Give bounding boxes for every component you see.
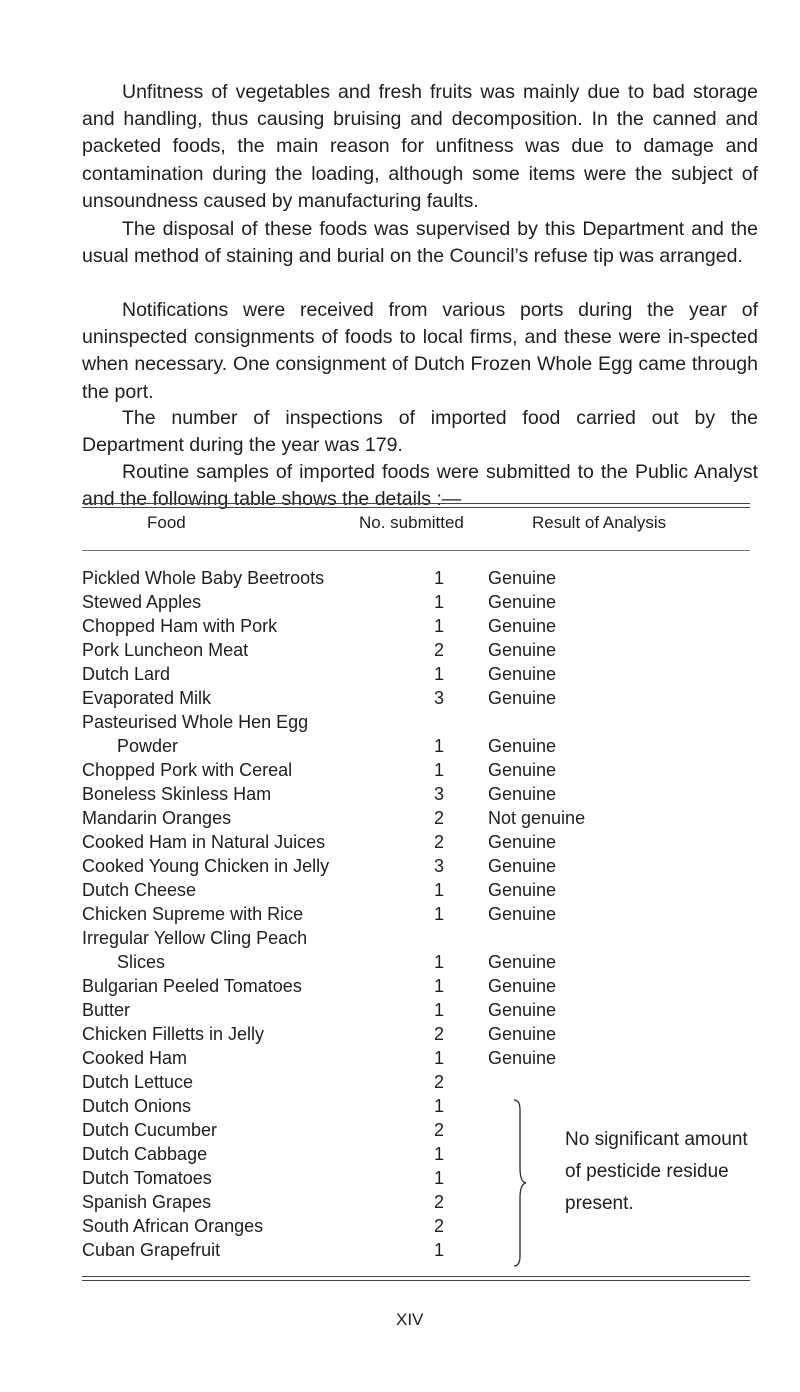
table-row [82,782,762,806]
number-submitted: 2 [434,1120,445,1140]
number-submitted: 1 [434,568,445,588]
number-submitted: 1 [434,1144,445,1164]
food-name [82,1238,432,1262]
analysis-result: Genuine [488,616,557,636]
table-row [82,1046,762,1070]
table-row [82,638,762,662]
table-row [82,1094,762,1118]
table-row [82,998,762,1022]
number-submitted: 1 [434,1168,445,1188]
table-row [82,830,762,854]
pesticide-note [565,1124,748,1220]
food-name-text: Dutch Lard [82,664,171,684]
food-name [82,998,432,1022]
group-brace-icon [512,1098,530,1268]
food-name-text: Evaporated Milk [82,688,212,708]
number-submitted: 3 [434,688,445,708]
number-submitted: 2 [434,808,445,828]
number-submitted: 2 [434,1024,445,1044]
analysis-result: Genuine [488,976,557,996]
table-top-rule-inner [82,507,750,508]
food-name-text: South African Oranges [82,1216,264,1236]
food-name-text: Stewed Apples [82,592,202,612]
analysis-result: Genuine [488,784,557,804]
analysis-result: Genuine [488,856,557,876]
food-name [82,1094,432,1118]
table-row [82,686,762,710]
paragraph-disposal: The disposal of these foods was supervised by this Department and the usual method of staining and burial on the Council’s refuse tip was arranged. [82,218,758,268]
table-row [82,662,762,686]
food-name [82,1046,432,1070]
food-name [82,974,432,998]
analysis-result: Genuine [488,664,557,684]
food-name-text: Pickled Whole Baby Beetroots [82,568,325,588]
food-name-text: Boneless Skinless Ham [82,784,272,804]
food-name-text: Cooked Ham [82,1048,188,1068]
food-name [82,710,432,758]
food-name [82,1070,432,1094]
number-submitted: 1 [434,1096,445,1116]
food-name [82,1022,432,1046]
analysis-result: Genuine [488,904,557,924]
food-name [82,590,432,614]
analysis-result: Genuine [488,1024,557,1044]
number-submitted: 1 [434,904,445,924]
table-row [82,1070,762,1094]
analysis-result: Genuine [488,640,557,660]
paragraph-inspections: The number of inspections of imported food carried out by the Department during the year was 179. [82,407,758,457]
pesticide-note-line: present. [565,1193,634,1214]
food-name [82,830,432,854]
table-row [82,926,762,974]
number-submitted: 1 [434,880,445,900]
food-name-text: Pasteurised Whole Hen Egg [82,712,309,732]
table-row [82,806,762,830]
pesticide-note-line: No significant amount [565,1129,748,1150]
number-submitted: 1 [434,592,445,612]
food-name-text: Chopped Pork with Cereal [82,760,293,780]
food-name [82,878,432,902]
food-name [82,662,432,686]
analysis-result: Genuine [488,568,557,588]
page-number: XIV [396,1310,424,1329]
food-name [82,926,432,974]
table-bottom-rule-inner [82,1280,750,1281]
food-name [82,758,432,782]
header-rule [82,550,750,551]
number-submitted: 2 [434,640,445,660]
paragraph-notifications: Notifications were received from various ports during the year of uninspected consignments of foods to local firms, and these were in-spected when necessary. One consignment of Dutch Frozen Whole Egg came through the port. [82,299,758,403]
table-row [82,974,762,998]
table-row [82,590,762,614]
header-no-submitted: No. submitted [359,513,464,532]
number-submitted: 2 [434,1072,445,1092]
table-bottom-rule [82,1276,750,1277]
number-submitted: 2 [434,1192,445,1212]
number-submitted: 3 [434,784,445,804]
food-name-text: Dutch Tomatoes [82,1168,212,1188]
table-row [82,710,762,758]
table-row [82,902,762,926]
food-name-text: Irregular Yellow Cling Peach [82,928,308,948]
number-submitted: 1 [434,976,445,996]
number-submitted: 1 [434,760,445,780]
analysis-result: Genuine [488,760,557,780]
analysis-result: Genuine [488,592,557,612]
food-name-text: Chopped Ham with Pork [82,616,278,636]
food-name-text: Dutch Cucumber [82,1120,218,1140]
header-result: Result of Analysis [532,513,667,532]
number-submitted: 1 [434,664,445,684]
table-row [82,854,762,878]
food-name [82,1118,432,1142]
paragraph-unfitness: Unfitness of vegetables and fresh fruits was mainly due to bad storage and handling, thus causing bruising and decomposition. In the canned and packeted foods, the main reason for unfitness was due to damage and contamination during the loading, although some items were the subject of unsoundness caused by manufacturing faults. [82,81,758,212]
food-name-text: Chicken Filletts in Jelly [82,1024,265,1044]
table-row [82,1238,762,1262]
food-name-text: Pork Luncheon Meat [82,640,249,660]
analysis-result: Genuine [488,832,557,852]
food-name [82,782,432,806]
food-name [82,854,432,878]
food-name-text: Dutch Cheese [82,880,197,900]
food-name [82,1142,432,1166]
number-submitted: 2 [434,832,445,852]
number-submitted: 2 [434,1216,445,1236]
analysis-result: Genuine [488,688,557,708]
table-row [82,566,762,590]
header-food: Food [147,513,186,532]
food-name [82,638,432,662]
analysis-result: Genuine [488,1000,557,1020]
food-name-text: Dutch Lettuce [82,1072,194,1092]
number-submitted: 1 [434,736,445,756]
food-name-text: Dutch Onions [82,1096,192,1116]
analysis-result: Not genuine [488,808,586,828]
number-submitted: 3 [434,856,445,876]
analysis-result: Genuine [488,736,557,756]
food-name-continuation: Slices [117,952,166,972]
food-name-text: Cuban Grapefruit [82,1240,221,1260]
number-submitted: 1 [434,1000,445,1020]
table-row [82,614,762,638]
food-name [82,1214,432,1238]
food-name-text: Mandarin Oranges [82,808,232,828]
food-name-text: Butter [82,1000,131,1020]
food-name-text: Dutch Cabbage [82,1144,208,1164]
food-name [82,1190,432,1214]
table-row [82,758,762,782]
paragraph-samples: Routine samples of imported foods were submitted to the Public Analyst and the following table shows the details :— [82,461,758,511]
food-name [82,566,432,590]
table-row [82,878,762,902]
analysis-result: Genuine [488,952,557,972]
food-name-text: Chicken Supreme with Rice [82,904,304,924]
food-name-text: Cooked Ham in Natural Juices [82,832,326,852]
analysis-result: Genuine [488,880,557,900]
food-name [82,614,432,638]
analysis-result: Genuine [488,1048,557,1068]
number-submitted: 1 [434,1048,445,1068]
food-name [82,1166,432,1190]
food-name-text: Spanish Grapes [82,1192,212,1212]
table-row [82,1022,762,1046]
food-name-continuation: Powder [117,736,179,756]
food-name [82,686,432,710]
pesticide-note-line: of pesticide residue [565,1161,729,1182]
food-name [82,902,432,926]
number-submitted: 1 [434,952,445,972]
food-name-text: Cooked Young Chicken in Jelly [82,856,330,876]
number-submitted: 1 [434,616,445,636]
table-top-rule [82,503,750,504]
food-name-text: Bulgarian Peeled Tomatoes [82,976,302,996]
food-name [82,806,432,830]
number-submitted: 1 [434,1240,445,1260]
